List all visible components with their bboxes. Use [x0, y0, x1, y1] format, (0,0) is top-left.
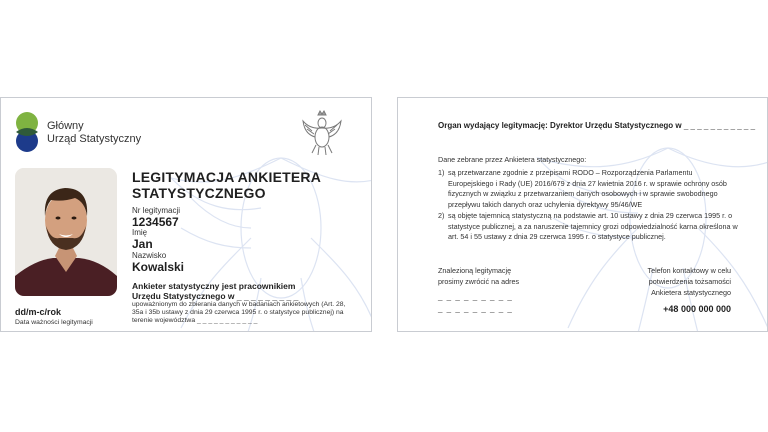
holder-photo [15, 168, 117, 296]
gus-logo-text [47, 120, 141, 146]
employment-line-1: Ankieter statystyczny jest pracownikiem [132, 281, 296, 291]
list-item [438, 211, 738, 243]
list-item-text: są przetwarzane zgodnie z przepisami RODO – Rozporządzenia Parlamentu Europejskiego i Rady (UE) 2016/679 z dnia 27 kwietnia 2016 r. w sprawie ochrony osób fizycznych w związku z przetwarzaniem danych osobowych i w sprawie swobodnego przepływu takich danych oraz uchylenia dyrektywy 95/46/WE [448, 168, 727, 209]
id-number-value: 1234567 [132, 215, 179, 229]
id-card-back [397, 97, 768, 332]
last-name-value: Kowalski [132, 260, 185, 274]
address-line: _ _ _ _ _ _ _ _ _ [438, 292, 513, 301]
last-name-label: Nazwisko [132, 251, 167, 260]
issuer-dashes: _ _ _ _ _ _ _ _ _ _ _ [683, 121, 756, 130]
issuing-authority [438, 121, 755, 130]
validity-date: dd/m-c/rok [15, 307, 62, 317]
card-title-line-2: STATYSTYCZNEGO [132, 185, 266, 201]
first-name-label: Imię [132, 228, 148, 237]
phone-label: Telefon kontaktowy w celu potwierdzenia tożsamości Ankietera statystycznego [647, 266, 731, 297]
phone-number: +48 000 000 000 [663, 304, 731, 314]
authorization-dashes: _ _ _ _ _ _ _ _ _ _ _ [196, 317, 258, 324]
employment-line-2: Urzędu Statystycznego w [132, 291, 235, 301]
logo-line-2: Urząd Statystyczny [47, 133, 142, 145]
list-item-number: 2) [438, 211, 445, 220]
card-title-line-1: LEGITYMACJA ANKIETERA [132, 169, 322, 185]
list-item [438, 168, 738, 210]
employment-statement [132, 281, 298, 301]
id-card-front [0, 97, 372, 332]
employment-dashes: _ _ _ _ _ _ _ _ _ [236, 291, 299, 301]
found-line-1: Znalezioną legitymację [438, 266, 512, 275]
issuer-text: Organ wydający legitymację: Dyrektor Urzędu Statystycznego w [438, 121, 682, 130]
found-card-note [438, 265, 519, 287]
found-line-2: prosimy zwrócić na adres [438, 277, 520, 286]
data-intro: Dane zebrane przez Ankietera statystycznego: [438, 155, 587, 164]
card-title [132, 169, 352, 201]
address-line: _ _ _ _ _ _ _ _ _ [438, 304, 513, 313]
id-number-label: Nr legitymacji [132, 206, 181, 215]
authorization-note [132, 301, 354, 325]
validity-label: Data ważności legitymacji [15, 319, 93, 326]
logo-line-1: Główny [47, 120, 84, 132]
list-item-text: są objęte tajemnicą statystyczną na podstawie art. 10 ustawy z dnia 29 czerwca 1995 r. o statystyce publicznej, a za naruszenie tajemnicy grozi odpowiedzialność karna określona w art. 54 i 55 ustawy z dnia 29 czerwca 1995 r. o statystyce publicznej. [448, 211, 738, 241]
first-name-value: Jan [132, 237, 153, 251]
authorization-text: upoważnionym do zbierania danych w badaniach ankietowych (Art. 28, 35a i 35b ustawy z dnia 29 czerwca 1995 r. o statystyce publicznej) na terenie województwa [132, 301, 346, 324]
list-item-number: 1) [438, 168, 445, 177]
polish-eagle-icon [300, 109, 344, 162]
gus-logo-icon [15, 112, 45, 157]
